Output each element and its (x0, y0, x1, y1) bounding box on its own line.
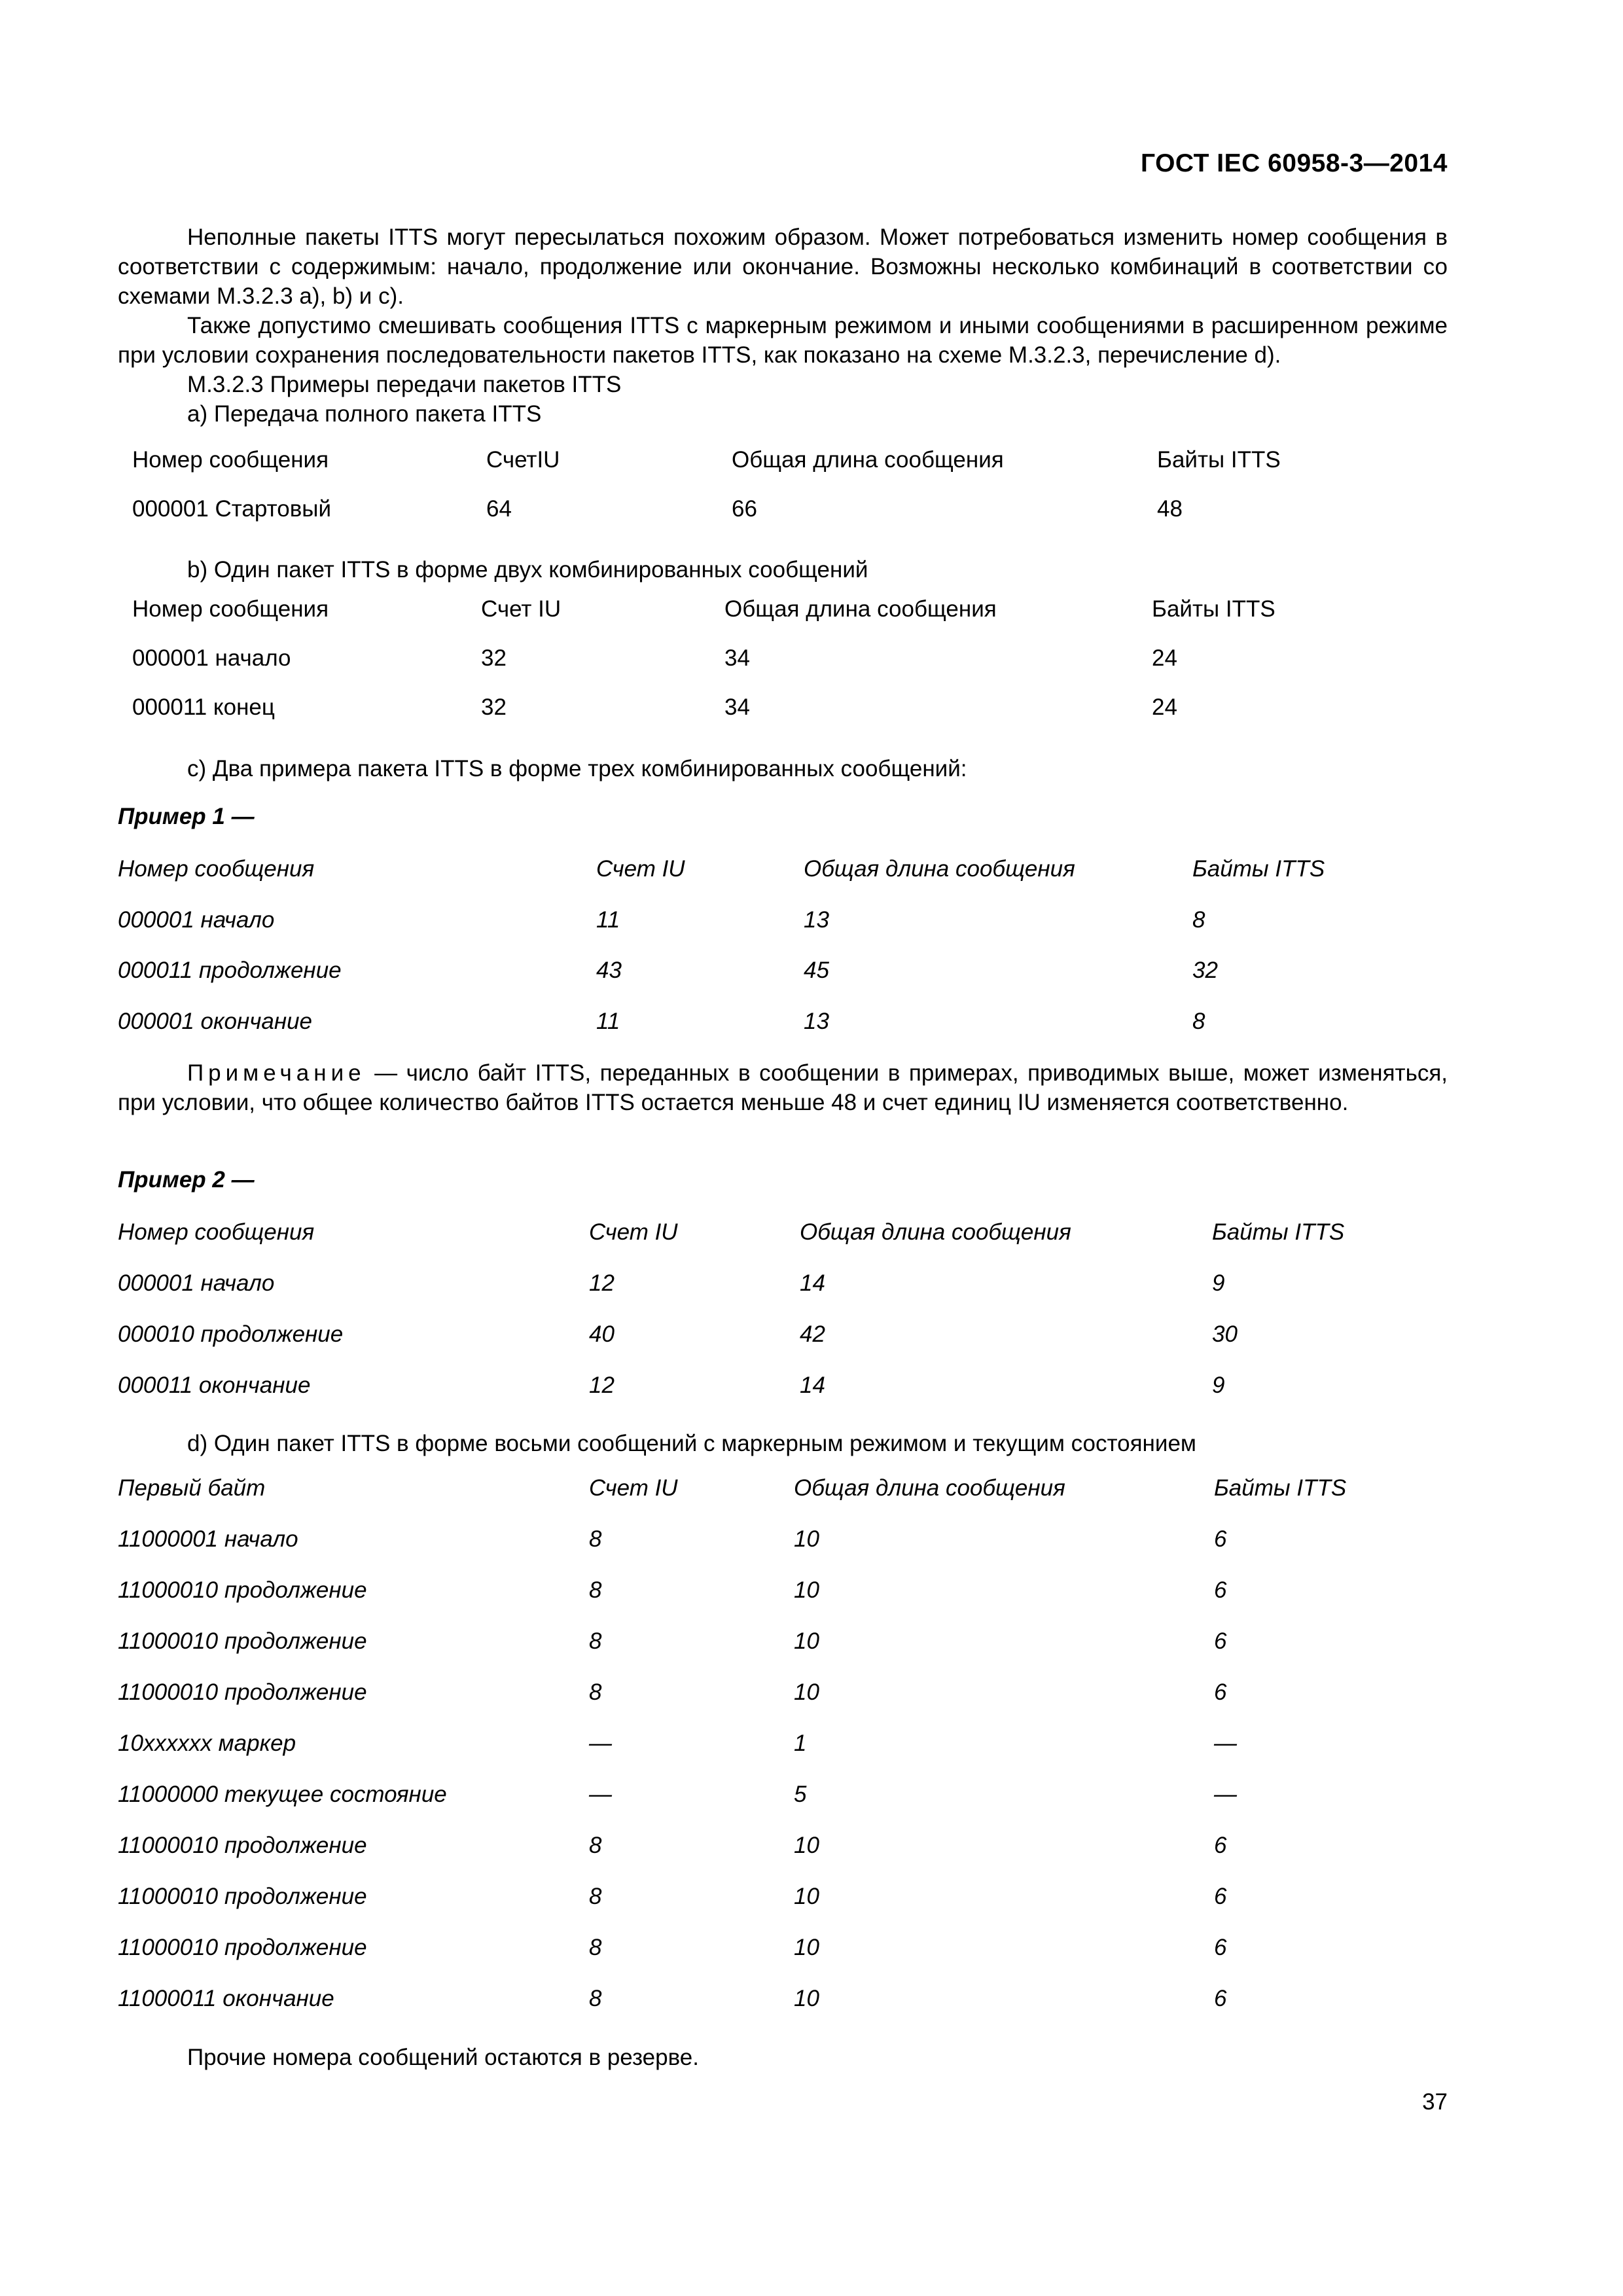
example-2-cell-iu: 12 (589, 1372, 615, 1398)
example-1-cell-message: 000001 окончание (118, 1009, 313, 1034)
table-d-cell-iu: 8 (589, 1577, 602, 1603)
table-d-cell-first-byte: 10xxxxxx маркер (118, 1731, 296, 1756)
example-1-cell-iu: 43 (596, 958, 622, 983)
table-d-cell-bytes: 6 (1214, 1986, 1227, 2011)
table-d-header-itts-bytes: Байты ITTS (1214, 1475, 1347, 1501)
table-d-cell-length: 10 (794, 1884, 819, 1909)
table-d-cell-length: 1 (794, 1731, 807, 1756)
example-1-cell-length: 45 (804, 958, 829, 983)
example-1-header-itts-bytes: Байты ITTS (1192, 856, 1325, 882)
example-1-cell-iu: 11 (596, 907, 620, 933)
table-d-cell-first-byte: 11000000 текущее состояние (118, 1782, 447, 1807)
table-d-cell-length: 10 (794, 1935, 819, 1960)
table-d-cell-iu: 8 (589, 1986, 602, 2011)
example-1-cell-length: 13 (804, 1009, 829, 1034)
table-b-header-iu-count: Счет IU (481, 596, 562, 622)
example-2-cell-length: 42 (800, 1321, 825, 1347)
table-a-header-total-length: Общая длина сообщения (732, 447, 1004, 473)
table-d-cell-bytes: 6 (1214, 1577, 1227, 1603)
note-label: Примечание (187, 1060, 366, 1086)
table-d-cell-bytes: 6 (1214, 1935, 1227, 1960)
example-2-cell-length: 14 (800, 1372, 825, 1398)
table-d-cell-bytes: 6 (1214, 1833, 1227, 1858)
table-b-cell-iu: 32 (481, 694, 507, 720)
example-2-header-iu-count: Счет IU (589, 1219, 678, 1245)
table-d-cell-length: 10 (794, 1679, 819, 1705)
table-d-cell-first-byte: 11000011 окончание (118, 1986, 334, 2011)
example-2-title: Пример 2 — (118, 1167, 255, 1193)
table-a-header-itts-bytes: Байты ITTS (1157, 447, 1281, 473)
table-a-cell-iu: 64 (486, 496, 512, 522)
table-d-header-total-length: Общая длина сообщения (794, 1475, 1065, 1501)
table-b-cell-bytes: 24 (1152, 694, 1177, 720)
example-2-cell-message: 000010 продолжение (118, 1321, 344, 1347)
closing-text: Прочие номера сообщений остаются в резерве. (187, 2045, 699, 2070)
table-b-cell-iu: 32 (481, 645, 507, 671)
table-b-header-message-number: Номер сообщения (132, 596, 329, 622)
page-number: 37 (1422, 2089, 1448, 2115)
table-b-header-total-length: Общая длина сообщения (724, 596, 997, 622)
table-b-header-itts-bytes: Байты ITTS (1152, 596, 1275, 622)
table-d-cell-iu: — (589, 1731, 612, 1756)
table-d-cell-first-byte: 11000010 продолжение (118, 1884, 367, 1909)
example-1-header-total-length: Общая длина сообщения (804, 856, 1075, 882)
intro-paragraph-2: Также допустимо смешивать сообщения ITTS с маркерным режимом и иными сообщениями в расширенном режиме при условии сохранения последовательности пакетов ITTS, как показано на схеме М.3.2.3, перечисление d). (118, 313, 1448, 368)
example-2-cell-iu: 40 (589, 1321, 615, 1347)
example-2-header-message-number: Номер сообщения (118, 1219, 315, 1245)
table-b-cell-length: 34 (724, 694, 750, 720)
table-d-cell-iu: 8 (589, 1884, 602, 1909)
document-header: ГОСТ IEC 60958-3—2014 (1140, 149, 1448, 177)
table-d-cell-bytes: 6 (1214, 1628, 1227, 1654)
table-d-cell-bytes: — (1214, 1782, 1237, 1807)
table-c-caption: c) Два примера пакета ITTS в форме трех комбинированных сообщений: (187, 756, 967, 781)
example-1-cell-bytes: 8 (1192, 1009, 1205, 1034)
example-1-cell-bytes: 32 (1192, 958, 1218, 983)
table-d-cell-iu: 8 (589, 1935, 602, 1960)
example-2-cell-message: 000001 начало (118, 1270, 275, 1296)
example-1-header-iu-count: Счет IU (596, 856, 685, 882)
example-1-header-message-number: Номер сообщения (118, 856, 315, 882)
table-d-caption: d) Один пакет ITTS в форме восьми сообщений с маркерным режимом и текущим состоянием (187, 1431, 1196, 1456)
example-1-cell-bytes: 8 (1192, 907, 1205, 933)
table-a-cell-length: 66 (732, 496, 757, 522)
table-d-cell-first-byte: 11000010 продолжение (118, 1628, 367, 1654)
table-d-cell-bytes: 6 (1214, 1526, 1227, 1552)
table-d-cell-bytes: — (1214, 1731, 1237, 1756)
example-2-cell-bytes: 9 (1212, 1372, 1225, 1398)
example-2-cell-length: 14 (800, 1270, 825, 1296)
table-d-cell-iu: 8 (589, 1628, 602, 1654)
table-a-cell-message: 000001 Стартовый (132, 496, 331, 522)
example-1-cell-message: 000001 начало (118, 907, 275, 933)
example-2-cell-bytes: 30 (1212, 1321, 1238, 1347)
example-1-cell-message: 000011 продолжение (118, 958, 342, 983)
intro-paragraph-1: Неполные пакеты ITTS могут пересылаться похожим образом. Может потребоваться изменить номер сообщения в соответствии с содержимым: начало, продолжение или окончание. Возможны несколько комбинаций в соответствии со схемами М.3.2.3 a), b) и c). (118, 224, 1448, 309)
table-d-cell-length: 10 (794, 1577, 819, 1603)
table-d-cell-first-byte: 11000010 продолжение (118, 1679, 367, 1705)
table-a-header-message-number: Номер сообщения (132, 447, 329, 473)
example-1-title: Пример 1 — (118, 804, 255, 829)
table-d-cell-length: 10 (794, 1986, 819, 2011)
table-d-cell-first-byte: 11000010 продолжение (118, 1577, 367, 1603)
note-text: — число байт ITTS, переданных в сообщении в примерах, приводимых выше, может изменяться, при условии, что общее количество байтов ITTS остается меньше 48 и счет единиц IU изменяется соответственно. (118, 1060, 1448, 1115)
table-d-header-iu-count: Счет IU (589, 1475, 678, 1501)
example-2-cell-iu: 12 (589, 1270, 615, 1296)
example-2-cell-bytes: 9 (1212, 1270, 1225, 1296)
table-d-cell-iu: 8 (589, 1526, 602, 1552)
table-d-header-first-byte: Первый байт (118, 1475, 266, 1501)
table-d-cell-first-byte: 11000010 продолжение (118, 1935, 367, 1960)
table-b-caption: b) Один пакет ITTS в форме двух комбинированных сообщений (187, 557, 868, 583)
example-2-header-total-length: Общая длина сообщения (800, 1219, 1071, 1245)
table-d-cell-length: 10 (794, 1526, 819, 1552)
table-b-cell-bytes: 24 (1152, 645, 1177, 671)
table-d-cell-bytes: 6 (1214, 1884, 1227, 1909)
table-d-cell-first-byte: 11000001 начало (118, 1526, 298, 1552)
table-d-cell-bytes: 6 (1214, 1679, 1227, 1705)
example-2-cell-message: 000011 окончание (118, 1372, 311, 1398)
table-d-cell-iu: 8 (589, 1833, 602, 1858)
section-heading: М.3.2.3 Примеры передачи пакетов ITTS (187, 372, 622, 397)
example-1-cell-length: 13 (804, 907, 829, 933)
table-d-cell-iu: 8 (589, 1679, 602, 1705)
table-b-cell-message: 000001 начало (132, 645, 291, 671)
note-paragraph (118, 1058, 1448, 1117)
table-d-cell-length: 10 (794, 1628, 819, 1654)
table-a-caption: a) Передача полного пакета ITTS (187, 401, 542, 427)
example-1-cell-iu: 11 (596, 1009, 620, 1034)
table-d-cell-length: 5 (794, 1782, 807, 1807)
table-d-cell-iu: — (589, 1782, 612, 1807)
table-a-cell-bytes: 48 (1157, 496, 1183, 522)
table-d-cell-length: 10 (794, 1833, 819, 1858)
table-b-cell-message: 000011 конец (132, 694, 275, 720)
table-b-cell-length: 34 (724, 645, 750, 671)
table-d-cell-first-byte: 11000010 продолжение (118, 1833, 367, 1858)
example-2-header-itts-bytes: Байты ITTS (1212, 1219, 1345, 1245)
table-a-header-iu-count: СчетIU (486, 447, 560, 473)
